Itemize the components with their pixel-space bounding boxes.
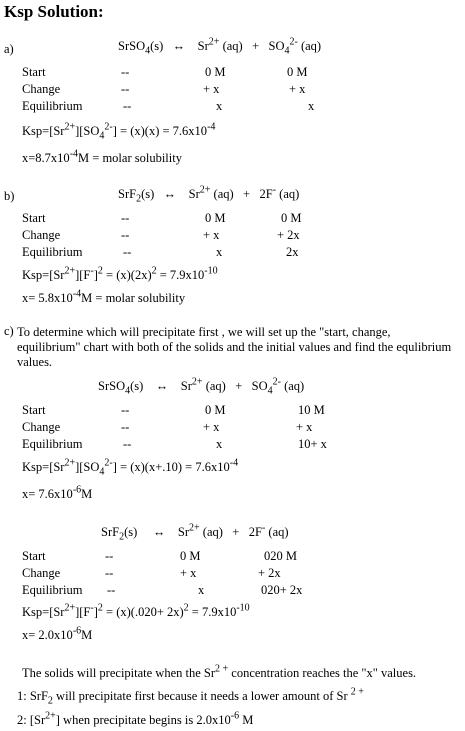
ksp-expression: $Ksp=[Sr^{2+}][F^-]^2 = (x)(.020+ 2x)^2 = 7.9x10^{-10}$ <box>22 602 250 619</box>
row-value: + x <box>180 566 197 580</box>
part-a-equation: SrSO$_4$(s) ↔ $Sr^{2+}$ (aq) + $SO_4^{2-}$ (aq) <box>118 36 322 57</box>
part-c-equation-1: SrSO$_4$(s) ↔ $Sr^{2+}$ (aq) + $SO_4^{2-}$ (aq) <box>98 376 305 397</box>
row-label: Start <box>22 549 46 563</box>
ksp-expression: $Ksp=[Sr^{2+}][SO_4^{2-}] = (x)(x) = 7.6x10^{-4}$ <box>22 121 216 142</box>
part-a-label: a) <box>4 42 14 56</box>
row-label: Equilibrium <box>22 437 83 451</box>
part-c-label: c) <box>4 324 14 338</box>
row-value: -- <box>107 583 116 597</box>
row-value: -- <box>121 65 130 79</box>
row-value: + 2x <box>277 228 300 242</box>
part-c-intro: To determine which will precipitate first , we will set up the "start, change, equilibrium" chart with both of the solids and the initial values and find the equlibrium values. <box>17 325 452 369</box>
row-value: + 2x <box>258 566 281 580</box>
ksp-expression: $Ksp=[Sr^{2+}][F^-]^2 = (x)(2x)^2 = 7.9x10^{-10}$ <box>22 265 218 282</box>
row-value: x <box>216 437 223 451</box>
row-value: + x <box>203 228 220 242</box>
row-value: x <box>308 99 315 113</box>
row-value: 0 M <box>205 211 226 225</box>
row-value: -- <box>121 403 130 417</box>
row-label: Change <box>22 82 61 96</box>
solubility-result: $x= 2.0x10^{-6}M$ <box>22 625 93 642</box>
row-value: 10+ x <box>298 437 327 451</box>
part-c-equation-2: SrF$_2$(s) ↔ $Sr^{2+}$ (aq) + 2F- (aq) <box>101 522 289 543</box>
row-label: Change <box>22 420 61 434</box>
solubility-result: $x= 5.8x10^{-4}M$ = molar solubility <box>22 288 186 305</box>
row-value: 10 M <box>298 403 325 417</box>
answer-2: 2: $[Sr^{2+}]$ when precipitate begins is $2.0x10^{-6}$ M <box>17 710 254 727</box>
row-value: x <box>216 99 223 113</box>
row-label: Start <box>22 65 46 79</box>
row-value: 0 M <box>205 403 226 417</box>
row-value: x <box>198 583 205 597</box>
row-value: 020+ 2x <box>261 583 303 597</box>
part-b-label: b) <box>4 189 15 203</box>
row-value: 2x <box>286 245 299 259</box>
row-value: + x <box>289 82 306 96</box>
row-label: Start <box>22 211 46 225</box>
row-value: 0 M <box>281 211 302 225</box>
row-value: x <box>216 245 223 259</box>
row-value: + x <box>203 82 220 96</box>
ksp-expression: $Ksp=[Sr^{2+}][SO_4^{2-}] = (x)(x+.10) = 7.6x10^{-4}$ <box>22 457 239 478</box>
row-value: -- <box>123 437 132 451</box>
solubility-result: $x=8.7x10^{-4}M$ = molar solubility <box>22 148 182 165</box>
row-value: + x <box>296 420 313 434</box>
row-label: Start <box>22 403 46 417</box>
row-value: -- <box>121 211 130 225</box>
row-value: 0 M <box>180 549 201 563</box>
part-b-equation: SrF$_2$(s) ↔ $Sr^{2+}$ (aq) + 2F- (aq) <box>118 184 300 205</box>
row-value: -- <box>105 566 114 580</box>
row-value: -- <box>121 228 130 242</box>
row-value: 0 M <box>205 65 226 79</box>
row-label: Change <box>22 566 61 580</box>
row-value: 020 M <box>264 549 297 563</box>
row-value: -- <box>123 245 132 259</box>
row-value: + x <box>203 420 220 434</box>
row-value: -- <box>123 99 132 113</box>
solubility-result: $x= 7.6x10^{-6}M$ <box>22 484 93 501</box>
row-label: Change <box>22 228 61 242</box>
row-label: Equilibrium <box>22 245 83 259</box>
row-value: 0 M <box>287 65 308 79</box>
row-value: -- <box>121 420 130 434</box>
row-label: Equilibrium <box>22 583 83 597</box>
conclusion-text: The solids will precipitate when the $Sr^{2 +}$ concentration reaches the "x" values. <box>22 663 417 680</box>
answer-1: 1: SrF$_2$ will precipitate first because it needs a lower amount of Sr $^{2 +}$ <box>17 686 364 707</box>
row-value: -- <box>121 82 130 96</box>
row-label: Equilibrium <box>22 99 83 113</box>
row-value: -- <box>105 549 114 563</box>
page-title: Ksp Solution: <box>4 2 104 21</box>
